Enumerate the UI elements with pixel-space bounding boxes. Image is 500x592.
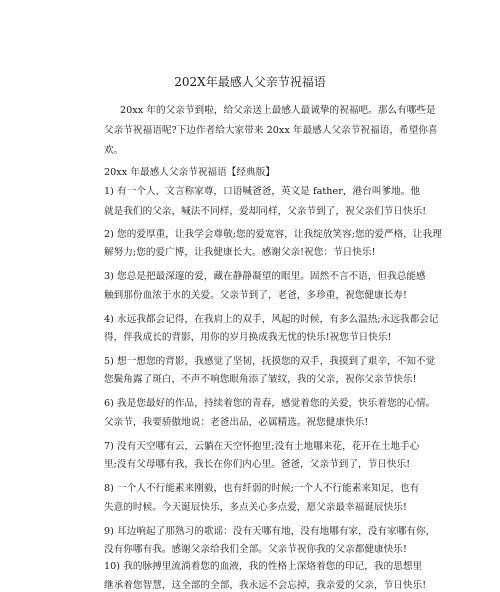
section-title: 20xx 年最感人父亲节祝福语【经典版】 [104, 167, 275, 178]
list-item-line: 就是我们的父亲，喊法不同样，爱却同样，父亲节到了，祝父亲们节日快乐! [104, 206, 427, 217]
list-item-line: 9) 耳边响起了那熟习的歌谣：没有天哪有地，没有地哪有家，没有家哪有你， [104, 526, 436, 537]
list-item-line: 您鬓角露了斑白，不声不响您眼角添了皱纹，我的父亲，祝你父亲节快乐! [104, 374, 417, 385]
list-item-line: 父亲节，我要骄傲地说：老爸出品，必属精选。祝您健康快乐! [104, 417, 369, 428]
list-item-line: 解努力;您的爱广博，让我健康长大。感谢父亲!祝您：节日快乐! [104, 247, 376, 258]
list-item-line: 8) 一个人不行能素来刚毅，也有纤弱的时候;一个人不行能素来知足，也有 [104, 483, 420, 494]
list-item-line: 失意的时候。今天诞辰快乐，多点关心多点爱，愿父亲最幸福诞辰快乐! [104, 502, 407, 513]
intro-line: 20xx 年的父亲节到啦，给父亲送上最感人最诚挚的祝福吧。那么有哪些是 [120, 105, 436, 116]
list-item-line: 继承着您智慧，这全部的全部，我永远不会忘掉，我亲爱的父亲，节日快乐! [104, 580, 427, 591]
list-item-line: 6) 我是您最好的作品，持续着您的青春，感觉着您的关爱，快乐着您的心情。 [104, 398, 436, 409]
list-item-line: 5) 想一想您的背影，我感觉了坚韧，抚摸您的双手，我摸到了艰辛，不知不觉 [104, 356, 436, 367]
document-title: 202X年最感人父亲节祝福语 [174, 75, 326, 89]
list-item-line: 10) 我的脉搏里流淌着您的血液，我的性格上深烙着您的印记，我的思想里 [104, 561, 423, 572]
list-item-line: 1) 有一个人，文言称家尊，口语喊爸爸，英文是 father，港台叫爹地。他 [104, 186, 421, 197]
list-item-line: 2) 您的爱厚重，让我学会尊敬;您的爱宽容，让我绽放笑容;您的爱严格，让我理 [104, 229, 442, 240]
intro-line: 欢。 [104, 145, 124, 156]
intro-line: 父亲节祝福语呢?下边作者给大家带来 20xx 年最感人父亲节祝福语，希望你喜 [104, 125, 438, 136]
list-item-line: 4) 永远我都会记得，在我肩上的双手，风起的时候，有多么温热;永远我都会记 [104, 314, 439, 325]
list-item-line: 得，伴我成长的背影，用你的岁月换成我无忧的快乐!祝您节日快乐! [104, 332, 392, 343]
list-item-line: 触到那份血浓于水的关爱。父亲节到了，老爸，多珍重，祝您健康长寿! [104, 290, 407, 301]
list-item-line: 里;没有父母哪有我，我长在你们内心里。爸爸，父亲节到了，节日快乐! [104, 459, 411, 470]
list-item-line: 没有你哪有我。感谢父亲给我们全部。父亲节祝你我的父亲都健康快乐! [104, 544, 407, 555]
list-item-line: 3) 您总是把最深邃的爱，藏在静静凝望的眼里。固然不言不语，但我总能感 [104, 271, 426, 282]
list-item-line: 7) 没有天空哪有云，云躺在天空怀抱里;没有土地哪来花，花开在土地手心 [104, 441, 420, 452]
